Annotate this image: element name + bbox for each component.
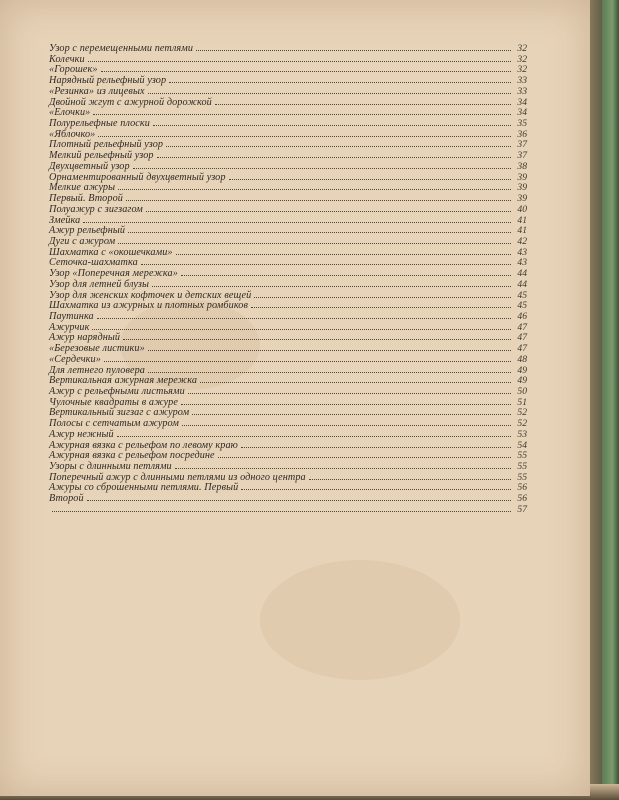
toc-entry [49, 344, 527, 355]
toc-entry [49, 226, 527, 237]
toc-entry-page-number: 33 [517, 85, 527, 97]
toc-entry-title: Ажур рельефный [49, 225, 126, 237]
toc-dot-leader [123, 338, 511, 340]
toc-entry-title: Двухцветный узор [49, 160, 130, 172]
toc-entry-page-number: 51 [517, 396, 527, 408]
toc-entry [49, 173, 527, 184]
toc-dot-leader [101, 70, 511, 72]
toc-entry-title: Узор для женских кофточек и детских вещей [49, 289, 252, 301]
toc-entry [49, 419, 527, 430]
toc-entry-page-number: 47 [517, 343, 527, 355]
toc-entry-page-number: 32 [517, 64, 527, 76]
toc-entry-page-number: 45 [517, 300, 527, 312]
toc-dot-leader [148, 349, 511, 351]
toc-entry-page-number: 45 [517, 289, 527, 301]
toc-dot-leader [157, 156, 511, 158]
toc-entry-page-number: 39 [517, 171, 527, 183]
toc-dot-leader [141, 263, 511, 265]
toc-entry-title: Узор для летней блузы [49, 278, 149, 290]
toc-entry-title: Узоры с длинными петлями [49, 461, 172, 473]
toc-dot-leader [148, 92, 511, 94]
toc-entry-page-number: 43 [517, 257, 527, 269]
toc-entry [49, 87, 527, 98]
toc-dot-leader [241, 488, 511, 490]
toc-entry-title: Полосы с сетчатым ажуром [49, 418, 179, 430]
toc-entry [49, 301, 527, 312]
toc-entry-page-number: 43 [517, 246, 527, 258]
toc-entry-page-number: 46 [517, 310, 527, 322]
toc-entry [49, 44, 527, 55]
toc-entry-title: Орнаментированный двухцветный узор [49, 171, 226, 183]
toc-entry-title: «Резинка» из лицевых [49, 85, 145, 97]
toc-entry-title: Мелкий рельефный узор [49, 150, 154, 162]
toc-entry-page-number: 34 [517, 107, 527, 119]
toc-dot-leader [166, 145, 511, 147]
toc-entry [49, 355, 527, 366]
toc-dot-leader [87, 499, 511, 501]
toc-entry-title: Чулочные квадраты в ажуре [49, 396, 178, 408]
toc-entry-title: Вертикальная ажурная мережка [49, 375, 198, 387]
toc-entry-page-number: 33 [517, 75, 527, 87]
toc-dot-leader [176, 253, 511, 255]
toc-entry-title: Ажурчик [49, 321, 90, 333]
toc-entry [49, 505, 527, 516]
toc-entry-title: Узор «Поперечная мережка» [49, 268, 178, 280]
toc-entry [49, 312, 527, 323]
toc-entry-page-number: 38 [517, 160, 527, 172]
toc-entry-title: «Яблочко» [49, 128, 96, 140]
toc-entry-title: Узор с перемещенными петлями [49, 43, 194, 54]
toc-dot-leader [181, 403, 511, 405]
toc-dot-leader [215, 103, 511, 105]
toc-entry-page-number: 56 [517, 493, 527, 505]
toc-dot-leader [83, 221, 511, 223]
toc-dot-leader [133, 167, 511, 169]
toc-entry-title: Вертикальный зигзаг с ажуром [49, 407, 190, 419]
toc-entry-title: Ажуры со сброшенными петлями. Первый [49, 482, 239, 494]
toc-entry-page-number: 36 [517, 128, 527, 140]
toc-dot-leader [52, 510, 511, 512]
toc-dot-leader [251, 306, 511, 308]
toc-dot-leader [98, 135, 511, 137]
toc-entry-page-number: 53 [517, 428, 527, 440]
toc-entry-page-number: 50 [517, 386, 527, 397]
toc-entry-title: Второй [49, 493, 84, 505]
toc-dot-leader [153, 124, 511, 126]
toc-entry-page-number: 55 [517, 461, 527, 473]
toc-entry-title: Двойной жгут с ажурной дорожкой [49, 96, 212, 108]
toc-entry-page-number: 41 [517, 225, 527, 237]
cover-edge [602, 0, 619, 800]
toc-dot-leader [97, 317, 511, 319]
toc-entry-title: Сеточка-шахматка [49, 257, 138, 269]
toc-entry-title: Дуги с ажуром [49, 235, 116, 247]
toc-entry-title: Змейка [49, 214, 81, 226]
toc-dot-leader [192, 413, 511, 415]
toc-entry-page-number: 39 [517, 182, 527, 194]
toc-entry-title: Ажурная вязка с рельефом по левому краю [49, 439, 238, 451]
toc-dot-leader [196, 49, 511, 51]
toc-dot-leader [218, 456, 511, 458]
toc-entry-title: «Горошек» [49, 64, 98, 76]
toc-entry-page-number: 32 [517, 43, 527, 54]
toc-entry [49, 494, 527, 505]
toc-dot-leader [126, 199, 511, 201]
toc-dot-leader [188, 392, 511, 394]
toc-entry-page-number: 57 [517, 503, 527, 515]
toc-dot-leader [148, 371, 511, 373]
toc-entry-page-number: 55 [517, 450, 527, 462]
toc-entry-page-number: 32 [517, 53, 527, 65]
toc-entry-page-number: 37 [517, 150, 527, 162]
toc-entry-title: Паутинка [49, 310, 94, 322]
toc-dot-leader [104, 360, 511, 362]
toc-entry [49, 430, 527, 441]
toc-dot-leader [92, 328, 511, 330]
toc-entry-page-number: 49 [517, 375, 527, 387]
toc-entry-page-number: 56 [517, 482, 527, 494]
toc-entry-title: Ажур нежный [49, 428, 114, 440]
toc-dot-leader [200, 381, 511, 383]
toc-entry-page-number: 42 [517, 235, 527, 247]
toc-entry-title: «Березовые листики» [49, 343, 145, 355]
toc-entry-title: Ажурная вязка с рельефом посредине [49, 450, 215, 462]
toc-entry-page-number: 37 [517, 139, 527, 151]
toc-entry-page-number: 55 [517, 471, 527, 483]
toc-dot-leader [118, 188, 511, 190]
toc-entry-page-number: 39 [517, 193, 527, 205]
toc-entry-page-number: 54 [517, 439, 527, 451]
toc-dot-leader [146, 210, 511, 212]
toc-entry-title: Шахматка из ажурных и плотных ромбиков [49, 300, 249, 312]
toc-entry-title: Первый. Второй [49, 193, 123, 205]
toc-dot-leader [241, 446, 511, 448]
toc-entry [49, 323, 527, 334]
toc-entry [49, 119, 527, 130]
toc-dot-leader [254, 296, 511, 298]
toc-dot-leader [93, 113, 511, 115]
toc-entry [49, 205, 527, 216]
toc-entry-page-number: 48 [517, 353, 527, 365]
toc-entry-page-number: 44 [517, 278, 527, 290]
toc-entry [49, 55, 527, 66]
toc-dot-leader [117, 435, 511, 437]
toc-entry-page-number: 49 [517, 364, 527, 376]
toc-dot-leader [128, 231, 511, 233]
paper-stain [260, 560, 460, 680]
toc-entry-page-number: 35 [517, 118, 527, 130]
toc-dot-leader [181, 274, 511, 276]
toc-entry-page-number: 41 [517, 214, 527, 226]
toc-dot-leader [229, 178, 511, 180]
toc-entry-title: «Сердечки» [49, 353, 101, 365]
toc-entry-title: «Елочки» [49, 107, 91, 119]
toc-entry-title: Поперечный ажур с длинными петлями из одного центра [49, 471, 306, 483]
toc-entry-title: Плотный рельефный узор [49, 139, 164, 151]
toc-entry-title: Для летнего пуловера [49, 364, 145, 376]
toc-dot-leader [175, 467, 511, 469]
toc-dot-leader [118, 242, 511, 244]
toc-dot-leader [169, 81, 511, 83]
toc-entry-page-number: 47 [517, 332, 527, 344]
toc-entry-page-number: 34 [517, 96, 527, 108]
toc-entry-page-number: 40 [517, 203, 527, 215]
toc-entry-title: Мелкие ажуры [49, 182, 116, 194]
toc-dot-leader [182, 424, 511, 426]
toc-entry-title: Нарядный рельефный узор [49, 75, 167, 87]
toc-dot-leader [309, 478, 511, 480]
toc-entry-title: Ажур с рельефными листьями [49, 386, 185, 397]
toc-entry-page-number: 52 [517, 418, 527, 430]
toc-entry-page-number: 44 [517, 268, 527, 280]
toc-entry [49, 98, 527, 109]
toc-entry-title: Полурельефные плоски [49, 118, 150, 130]
toc-entry-page-number: 47 [517, 321, 527, 333]
toc-entry-title: Полуажур с зигзагом [49, 203, 143, 215]
toc-entry [49, 280, 527, 291]
toc-entry-page-number: 52 [517, 407, 527, 419]
toc-dot-leader [152, 285, 511, 287]
toc-dot-leader [88, 60, 511, 62]
toc-entry-title: Колечки [49, 53, 85, 65]
toc-entry [49, 483, 527, 494]
toc-entry-title: Ажур нарядный [49, 332, 121, 344]
toc-entry-title: Шахматка с «окошечками» [49, 246, 173, 258]
table-of-contents [49, 44, 527, 516]
